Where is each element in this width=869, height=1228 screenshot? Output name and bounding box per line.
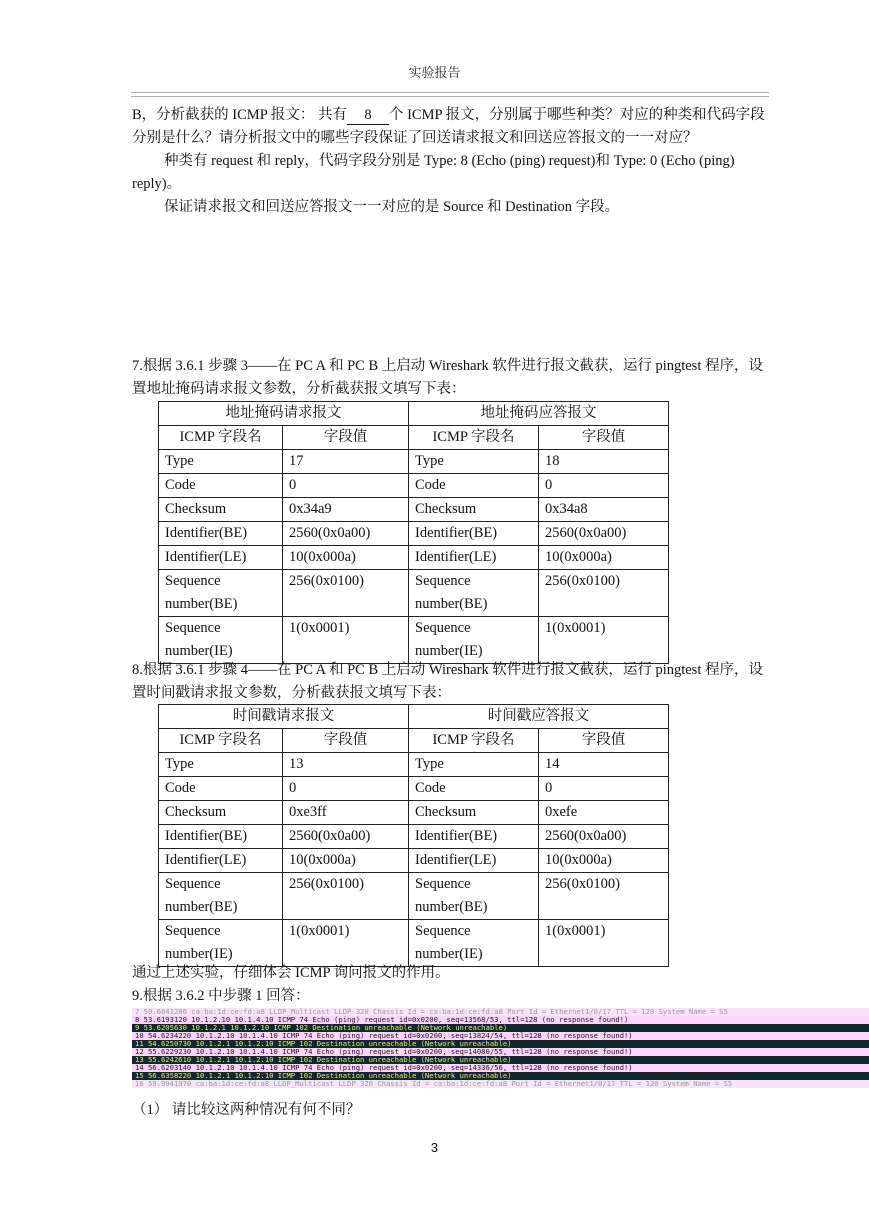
col-field-value: 字段值 <box>539 729 669 753</box>
reply-field-name: Code <box>409 474 539 498</box>
request-field-name: Identifier(BE) <box>159 522 283 546</box>
request-field-name: Sequence number(BE) <box>159 873 283 920</box>
col-field-value: 字段值 <box>283 729 409 753</box>
packet-row-text: 15 56.6358220 10.1.2.1 10.1.2.10 ICMP 102 Destination unreachable (Network unreachable) <box>135 1072 512 1080</box>
reply-field-value: 1(0x0001) <box>539 617 669 664</box>
request-field-value: 1(0x0001) <box>283 617 409 664</box>
answer-b-fields: 保证请求报文和回送应答报文一一对应的是 Source 和 Destination 字段。 <box>164 199 620 215</box>
request-field-name: Sequence number(IE) <box>159 617 283 664</box>
sub-question-1: （1） 请比较这两种情况有何不同？ <box>132 1102 361 1118</box>
col-field-name: ICMP 字段名 <box>159 729 283 753</box>
request-field-value: 0 <box>283 474 409 498</box>
reply-field-name: Sequence number(BE) <box>409 570 539 617</box>
reply-field-value: 0 <box>539 777 669 801</box>
request-field-value: 17 <box>283 450 409 474</box>
packet-row-text: 10 54.6234220 10.1.2.10 10.1.4.10 ICMP 74 Echo (ping) request id=0x0200, seq=13824/54, ttl=128 (no response found!) <box>135 1032 633 1040</box>
request-field-value: 256(0x0100) <box>283 873 409 920</box>
reply-field-name: Sequence number(IE) <box>409 920 539 967</box>
packet-row-text: 9 53.6205630 10.1.2.1 10.1.2.10 ICMP 102 Destination unreachable (Network unreachable) <box>135 1024 508 1032</box>
packet-row-text: 7 50.6041280 ca:ba:1d:ce:fd:a8 LLDP_Multicast LLDP 320 Chassis Id = ca:ba:1d:ce:fd:a8 Port Id = Ethernet1/0/17 TTL = 120 System Name = S5 <box>135 1008 728 1016</box>
answer-b-types: 种类有 request 和 reply，代码字段分别是 Type: 8 (Echo (ping) request)和 Type: 0 (Echo (ping) reply)。 <box>132 153 735 192</box>
timestamp-table <box>158 704 669 967</box>
page-header-title: 实验报告 <box>408 65 461 80</box>
reply-title: 时间戳应答报文 <box>409 705 669 729</box>
request-title: 地址掩码请求报文 <box>159 402 409 426</box>
answer-blank-count: 8 <box>347 107 389 125</box>
reply-field-name: Identifier(LE) <box>409 849 539 873</box>
reply-field-value: 0x34a8 <box>539 498 669 522</box>
reply-field-name: Code <box>409 777 539 801</box>
packet-row <box>132 1064 869 1072</box>
table-row <box>159 753 669 777</box>
question-b-intro: B，分析截获的 ICMP 报文： 共有 <box>132 107 347 123</box>
table-row <box>159 849 669 873</box>
request-title: 时间戳请求报文 <box>159 705 409 729</box>
question-b-rest: 个 ICMP 报文，分别属于哪些种类？对应的种类和代码字段分别是什么？请分析报文中的哪些字段保证了回送请求报文和回送应答报文的一一对应？ <box>132 107 765 146</box>
packet-row-text: 12 55.6229230 10.1.2.10 10.1.4.10 ICMP 74 Echo (ping) request id=0x0200, seq=14080/55, ttl=128 (no response found!) <box>135 1048 633 1056</box>
timestamp-table-body <box>159 705 669 967</box>
reply-field-name: Type <box>409 753 539 777</box>
table-title-row <box>159 402 669 426</box>
col-field-name: ICMP 字段名 <box>409 426 539 450</box>
table-title-row <box>159 705 669 729</box>
reply-field-value: 256(0x0100) <box>539 570 669 617</box>
table-row <box>159 825 669 849</box>
address-mask-table <box>158 401 669 664</box>
request-field-value: 1(0x0001) <box>283 920 409 967</box>
reply-title: 地址掩码应答报文 <box>409 402 669 426</box>
reply-field-name: Type <box>409 450 539 474</box>
reply-field-name: Identifier(BE) <box>409 522 539 546</box>
request-field-name: Code <box>159 777 283 801</box>
reply-field-name: Checksum <box>409 498 539 522</box>
request-field-name: Code <box>159 474 283 498</box>
request-field-value: 0 <box>283 777 409 801</box>
question-8: 8.根据 3.6.1 步骤 4——在 PC A 和 PC B 上启动 Wireshark 软件进行报文截获，运行 pingtest 程序，设置时间戳请求报文参数，分析截获报文填写下表： <box>132 662 763 701</box>
col-field-name: ICMP 字段名 <box>159 426 283 450</box>
reply-field-name: Sequence number(BE) <box>409 873 539 920</box>
wireshark-packet-list <box>132 1008 869 1096</box>
table-row <box>159 617 669 664</box>
packet-row <box>132 1048 869 1056</box>
question-b <box>132 104 772 150</box>
reply-field-value: 10(0x000a) <box>539 546 669 570</box>
reply-field-value: 2560(0x0a00) <box>539 522 669 546</box>
table-row <box>159 522 669 546</box>
table-header-row <box>159 729 669 753</box>
request-field-name: Sequence number(IE) <box>159 920 283 967</box>
address-mask-table-body <box>159 402 669 664</box>
packet-row-text: 11 54.6250730 10.1.2.1 10.1.2.10 ICMP 102 Destination unreachable (Network unreachable) <box>135 1040 512 1048</box>
table-row <box>159 498 669 522</box>
table-row <box>159 920 669 967</box>
request-field-value: 256(0x0100) <box>283 570 409 617</box>
closing-note: 通过上述实验，仔细体会 ICMP 询问报文的作用。 <box>132 965 450 981</box>
reply-field-name: Identifier(LE) <box>409 546 539 570</box>
packet-row <box>132 1008 869 1016</box>
table-row <box>159 546 669 570</box>
request-field-name: Identifier(LE) <box>159 546 283 570</box>
col-field-name: ICMP 字段名 <box>409 729 539 753</box>
reply-field-value: 2560(0x0a00) <box>539 825 669 849</box>
reply-field-value: 0 <box>539 474 669 498</box>
table-row <box>159 873 669 920</box>
request-field-value: 2560(0x0a00) <box>283 825 409 849</box>
table-row <box>159 801 669 825</box>
request-field-value: 0x34a9 <box>283 498 409 522</box>
packet-row <box>132 1024 869 1032</box>
table-row <box>159 474 669 498</box>
request-field-name: Identifier(LE) <box>159 849 283 873</box>
reply-field-name: Checksum <box>409 801 539 825</box>
reply-field-value: 10(0x000a) <box>539 849 669 873</box>
table-row <box>159 777 669 801</box>
reply-field-value: 0xefe <box>539 801 669 825</box>
packet-row <box>132 1032 869 1040</box>
packet-row-text: 8 53.6193120 10.1.2.10 10.1.4.10 ICMP 74 Echo (ping) request id=0x0200, seq=13568/53, ttl=128 (no response found!) <box>135 1016 629 1024</box>
table-row <box>159 450 669 474</box>
header-rule <box>131 92 769 97</box>
request-field-name: Identifier(BE) <box>159 825 283 849</box>
packet-row <box>132 1080 869 1088</box>
request-field-name: Checksum <box>159 801 283 825</box>
request-field-value: 13 <box>283 753 409 777</box>
request-field-name: Sequence number(BE) <box>159 570 283 617</box>
table-header-row <box>159 426 669 450</box>
packet-row <box>132 1072 869 1080</box>
request-field-value: 0xe3ff <box>283 801 409 825</box>
request-field-name: Type <box>159 450 283 474</box>
request-field-value: 2560(0x0a00) <box>283 522 409 546</box>
request-field-value: 10(0x000a) <box>283 849 409 873</box>
request-field-name: Checksum <box>159 498 283 522</box>
reply-field-value: 18 <box>539 450 669 474</box>
packet-row-text: 16 59.9941970 ca:ba:1d:ce:fd:a8 LLDP_Multicast LLDP 320 Chassis Id = ca:ba:1d:ce:fd:a8 Port Id = Ethernet1/0/17 TTL = 120 System Name = S5 <box>135 1080 733 1088</box>
packet-row <box>132 1040 869 1048</box>
question-9: 9.根据 3.6.2 中步骤 1 回答： <box>132 988 310 1004</box>
question-7: 7.根据 3.6.1 步骤 3——在 PC A 和 PC B 上启动 Wireshark 软件进行报文截获，运行 pingtest 程序，设置地址掩码请求报文参数，分析截获报文填写下表： <box>132 358 763 397</box>
col-field-value: 字段值 <box>539 426 669 450</box>
packet-row <box>132 1056 869 1064</box>
reply-field-value: 14 <box>539 753 669 777</box>
packet-row-text: 14 56.6203140 10.1.2.10 10.1.4.10 ICMP 74 Echo (ping) request id=0x0200, seq=14336/56, ttl=128 (no response found!) <box>135 1064 633 1072</box>
reply-field-value: 1(0x0001) <box>539 920 669 967</box>
reply-field-value: 256(0x0100) <box>539 873 669 920</box>
table-row <box>159 570 669 617</box>
request-field-name: Type <box>159 753 283 777</box>
packet-row-text: 13 55.6242610 10.1.2.1 10.1.2.10 ICMP 102 Destination unreachable (Network unreachable) <box>135 1056 512 1064</box>
col-field-value: 字段值 <box>283 426 409 450</box>
page-number: 3 <box>430 1140 439 1155</box>
request-field-value: 10(0x000a) <box>283 546 409 570</box>
reply-field-name: Identifier(BE) <box>409 825 539 849</box>
reply-field-name: Sequence number(IE) <box>409 617 539 664</box>
packet-row <box>132 1016 869 1024</box>
